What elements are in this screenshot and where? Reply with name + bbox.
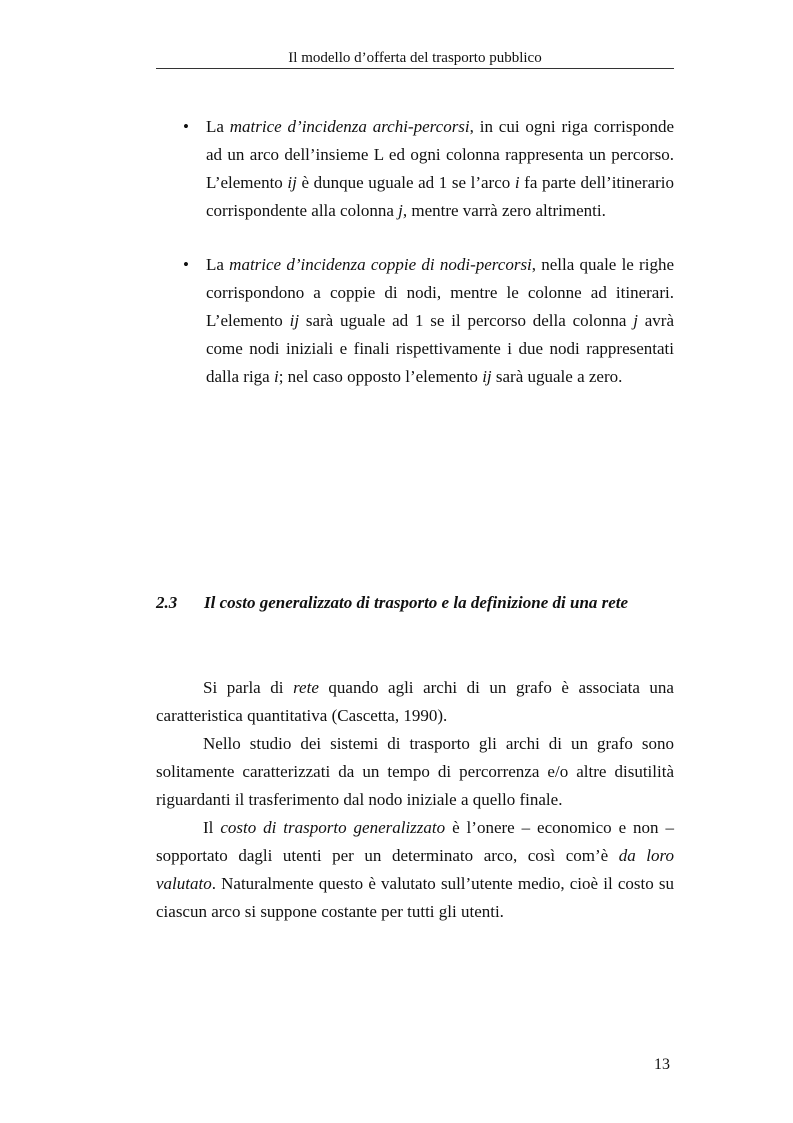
bullet-list (156, 113, 674, 391)
section-title: Il costo generalizzato di trasporto e la definizione di una rete (204, 593, 629, 612)
header-rule (156, 68, 674, 69)
paragraph-arc-characteristics: Nello studio dei sistemi di trasporto gli archi di un grafo sono solitamente caratterizzati da un tempo di percorrenza e/o altre disutilità riguardanti il trasferimento dal nodo iniziale a quello finale. (156, 734, 674, 809)
bullet-icon: • (183, 255, 189, 274)
defined-term: matrice d’incidenza coppie di nodi-percorsi (229, 255, 532, 274)
body-text (156, 674, 674, 926)
bullet-item-arc-path-matrix (156, 113, 674, 225)
running-header: Il modello d’offerta del trasporto pubblico (288, 50, 542, 66)
paragraph-rete: Si parla di rete quando agli archi di un grafo è associata una caratteristica quantitativa (Cascetta, 1990). (156, 678, 674, 725)
bullet-icon: • (183, 117, 189, 136)
section-heading (156, 591, 674, 615)
bullet-item-node-pair-path-matrix (156, 251, 674, 391)
paragraph-generalized-cost: Il costo di trasporto generalizzato è l’onere – economico e non – sopportato dagli utenti per un determinato arco, così com’è da loro valutato. Naturalmente questo è valutato sull’utente medio, cioè il costo su ciascun arco si suppone costante per tutti gli utenti. (156, 818, 674, 921)
bullet-text: La matrice d’incidenza archi-percorsi, in cui ogni riga corrisponde ad un arco dell’insieme L ed ogni colonna rappresenta un percorso. L’elemento ij è dunque uguale ad 1 se l’arco i fa parte dell’itinerario corrispondente alla colonna j, mentre varrà zero altrimenti. (206, 117, 674, 220)
page-number: 13 (654, 1056, 670, 1073)
bullet-text: La matrice d’incidenza coppie di nodi-percorsi, nella quale le righe corrispondono a coppie di nodi, mentre le colonne ad itinerari. L’elemento ij sarà uguale ad 1 se il percorso della colonna j avrà come nodi iniziali e finali rispettivamente i due nodi rappresentati dalla riga i; nel caso opposto l’elemento ij sarà uguale a zero. (206, 255, 674, 386)
section-number: 2.3 (156, 593, 178, 612)
defined-term: matrice d’incidenza archi-percorsi (229, 117, 470, 136)
